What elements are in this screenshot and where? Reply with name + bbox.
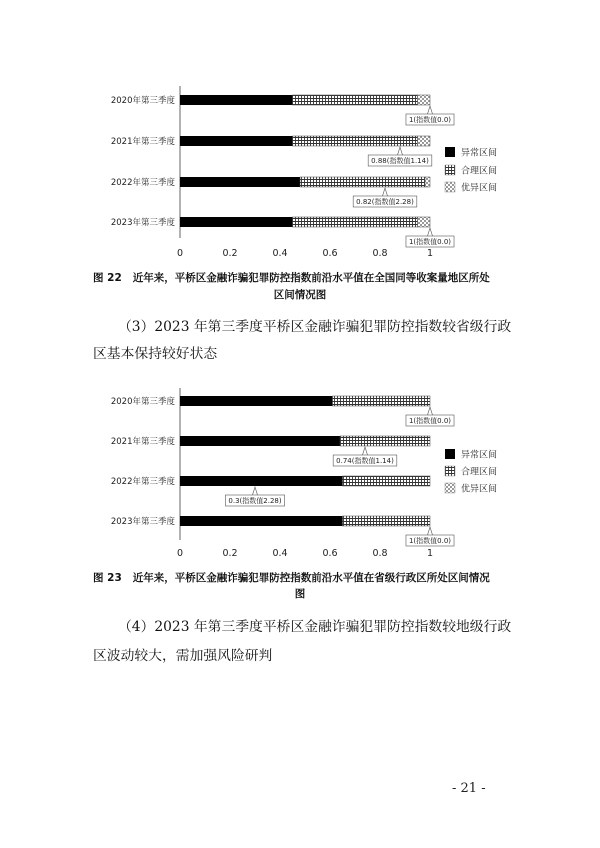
figure-23-caption — [93, 571, 490, 585]
bar-segment-abnormal — [180, 136, 293, 146]
section-4-heading-line1: （4）2023 年第三季度平桥区金融诈骗犯罪防控指数较地级行政 — [118, 619, 512, 635]
legend-item-excellent — [445, 182, 497, 194]
marker-callout — [406, 106, 454, 125]
x-tick-label: 0.2 — [222, 548, 238, 559]
bar-segment-reasonable — [300, 177, 425, 187]
marker-callout — [353, 188, 417, 207]
bar-segment-reasonable — [343, 476, 431, 486]
figure-22-chart — [100, 80, 520, 265]
legend-item-reasonable — [445, 165, 497, 177]
legend-swatch — [445, 182, 455, 192]
x-tick-label: 1 — [426, 548, 434, 559]
marker-callout — [225, 487, 284, 506]
bar-segment-abnormal — [180, 217, 293, 227]
category-label: 2023年第三季度 — [110, 218, 175, 228]
bar-segment-reasonable — [340, 436, 430, 446]
marker-callout — [406, 527, 454, 546]
legend-label: 优异区间 — [461, 484, 498, 495]
bar-segment-reasonable — [293, 136, 418, 146]
x-tick-label: 0 — [176, 248, 184, 259]
callout-pointer — [428, 527, 433, 535]
legend-item-abnormal — [445, 147, 497, 159]
x-tick-label: 0.8 — [372, 548, 388, 559]
callout-label: 1(指数值0.0) — [408, 537, 452, 546]
x-tick-label: 1 — [426, 248, 434, 259]
legend-label: 异常区间 — [461, 148, 498, 159]
legend-label: 合理区间 — [461, 467, 498, 478]
figure-23-caption-line1: 近年来，平桥区金融诈骗犯罪防控指数前沿水平值在省级行政区所处区间情况 — [132, 572, 490, 584]
callout-pointer — [383, 188, 388, 196]
legend-item-reasonable — [445, 466, 497, 478]
category-label: 2022年第三季度 — [110, 477, 175, 487]
legend-label: 合理区间 — [461, 166, 498, 177]
callout-label: 1(指数值0.0) — [408, 238, 452, 247]
category-label: 2020年第三季度 — [110, 397, 175, 407]
x-tick-label: 0.2 — [222, 248, 238, 259]
category-label: 2022年第三季度 — [110, 178, 175, 188]
legend-swatch — [445, 147, 455, 157]
legend-swatch — [445, 483, 455, 493]
figure-23-chart — [100, 380, 520, 565]
page-number: - 21 - — [452, 781, 486, 796]
marker-callout — [333, 447, 397, 466]
bar-segment-reasonable — [343, 516, 431, 526]
legend-item-abnormal — [445, 449, 497, 461]
bar-segment-abnormal — [180, 396, 333, 406]
callout-pointer — [363, 447, 368, 455]
callout-pointer — [428, 106, 433, 114]
x-tick-label: 0.4 — [272, 248, 288, 259]
bar-segment-reasonable — [293, 95, 418, 105]
x-tick-label: 0.8 — [372, 248, 388, 259]
callout-label: 1(指数值0.0) — [408, 417, 452, 426]
callout-pointer — [428, 228, 433, 236]
bar-segment-excellent — [418, 136, 431, 146]
category-label: 2021年第三季度 — [110, 437, 175, 447]
legend-swatch — [445, 466, 455, 476]
legend-item-excellent — [445, 483, 497, 495]
bar-segment-abnormal — [180, 476, 343, 486]
figure-22-caption-line2: 区间情况图 — [273, 289, 327, 301]
x-tick-label: 0.4 — [272, 548, 288, 559]
category-label: 2023年第三季度 — [110, 517, 175, 527]
x-tick-label: 0.6 — [322, 548, 338, 559]
category-label: 2020年第三季度 — [110, 96, 175, 106]
legend-swatch — [445, 449, 455, 459]
legend-swatch — [445, 165, 455, 175]
figure-22-number: 图 22 — [93, 272, 122, 284]
callout-pointer — [253, 487, 258, 495]
bar-segment-abnormal — [180, 177, 300, 187]
bar-segment-reasonable — [293, 217, 418, 227]
bar-segment-excellent — [425, 177, 430, 187]
legend-label: 优异区间 — [461, 183, 498, 194]
section-3-heading-line2: 区基本保持较好状态 — [93, 346, 218, 362]
x-tick-label: 0.6 — [322, 248, 338, 259]
callout-label: 0.74(指数值1.14) — [336, 457, 394, 466]
callout-label: 0.88(指数值1.14) — [371, 157, 429, 166]
callout-label: 0.3(指数值2.28) — [228, 497, 282, 506]
bar-segment-reasonable — [333, 396, 431, 406]
figure-22-caption — [93, 271, 490, 285]
marker-callout — [406, 407, 454, 426]
bar-segment-excellent — [418, 217, 431, 227]
figure-23-caption-line2: 图 — [294, 588, 306, 600]
marker-callout — [368, 147, 432, 166]
section-4-heading-line2: 区波动较大，需加强风险研判 — [93, 648, 273, 664]
legend-label: 异常区间 — [461, 450, 498, 461]
x-tick-label: 0 — [176, 548, 184, 559]
bar-segment-excellent — [418, 95, 431, 105]
figure-23-number: 图 23 — [93, 572, 122, 584]
figure-22-caption-line1: 近年来，平桥区金融诈骗犯罪防控指数前沿水平值在全国同等收案量地区所处 — [132, 272, 490, 284]
bar-segment-abnormal — [180, 516, 343, 526]
callout-label: 0.82(指数值2.28) — [356, 198, 414, 207]
callout-pointer — [398, 147, 403, 155]
bar-segment-abnormal — [180, 95, 293, 105]
category-label: 2021年第三季度 — [110, 137, 175, 147]
callout-label: 1(指数值0.0) — [408, 116, 452, 125]
marker-callout — [406, 228, 454, 247]
section-3-heading-line1: （3）2023 年第三季度平桥区金融诈骗犯罪防控指数较省级行政 — [118, 319, 512, 335]
bar-segment-abnormal — [180, 436, 340, 446]
callout-pointer — [428, 407, 433, 415]
